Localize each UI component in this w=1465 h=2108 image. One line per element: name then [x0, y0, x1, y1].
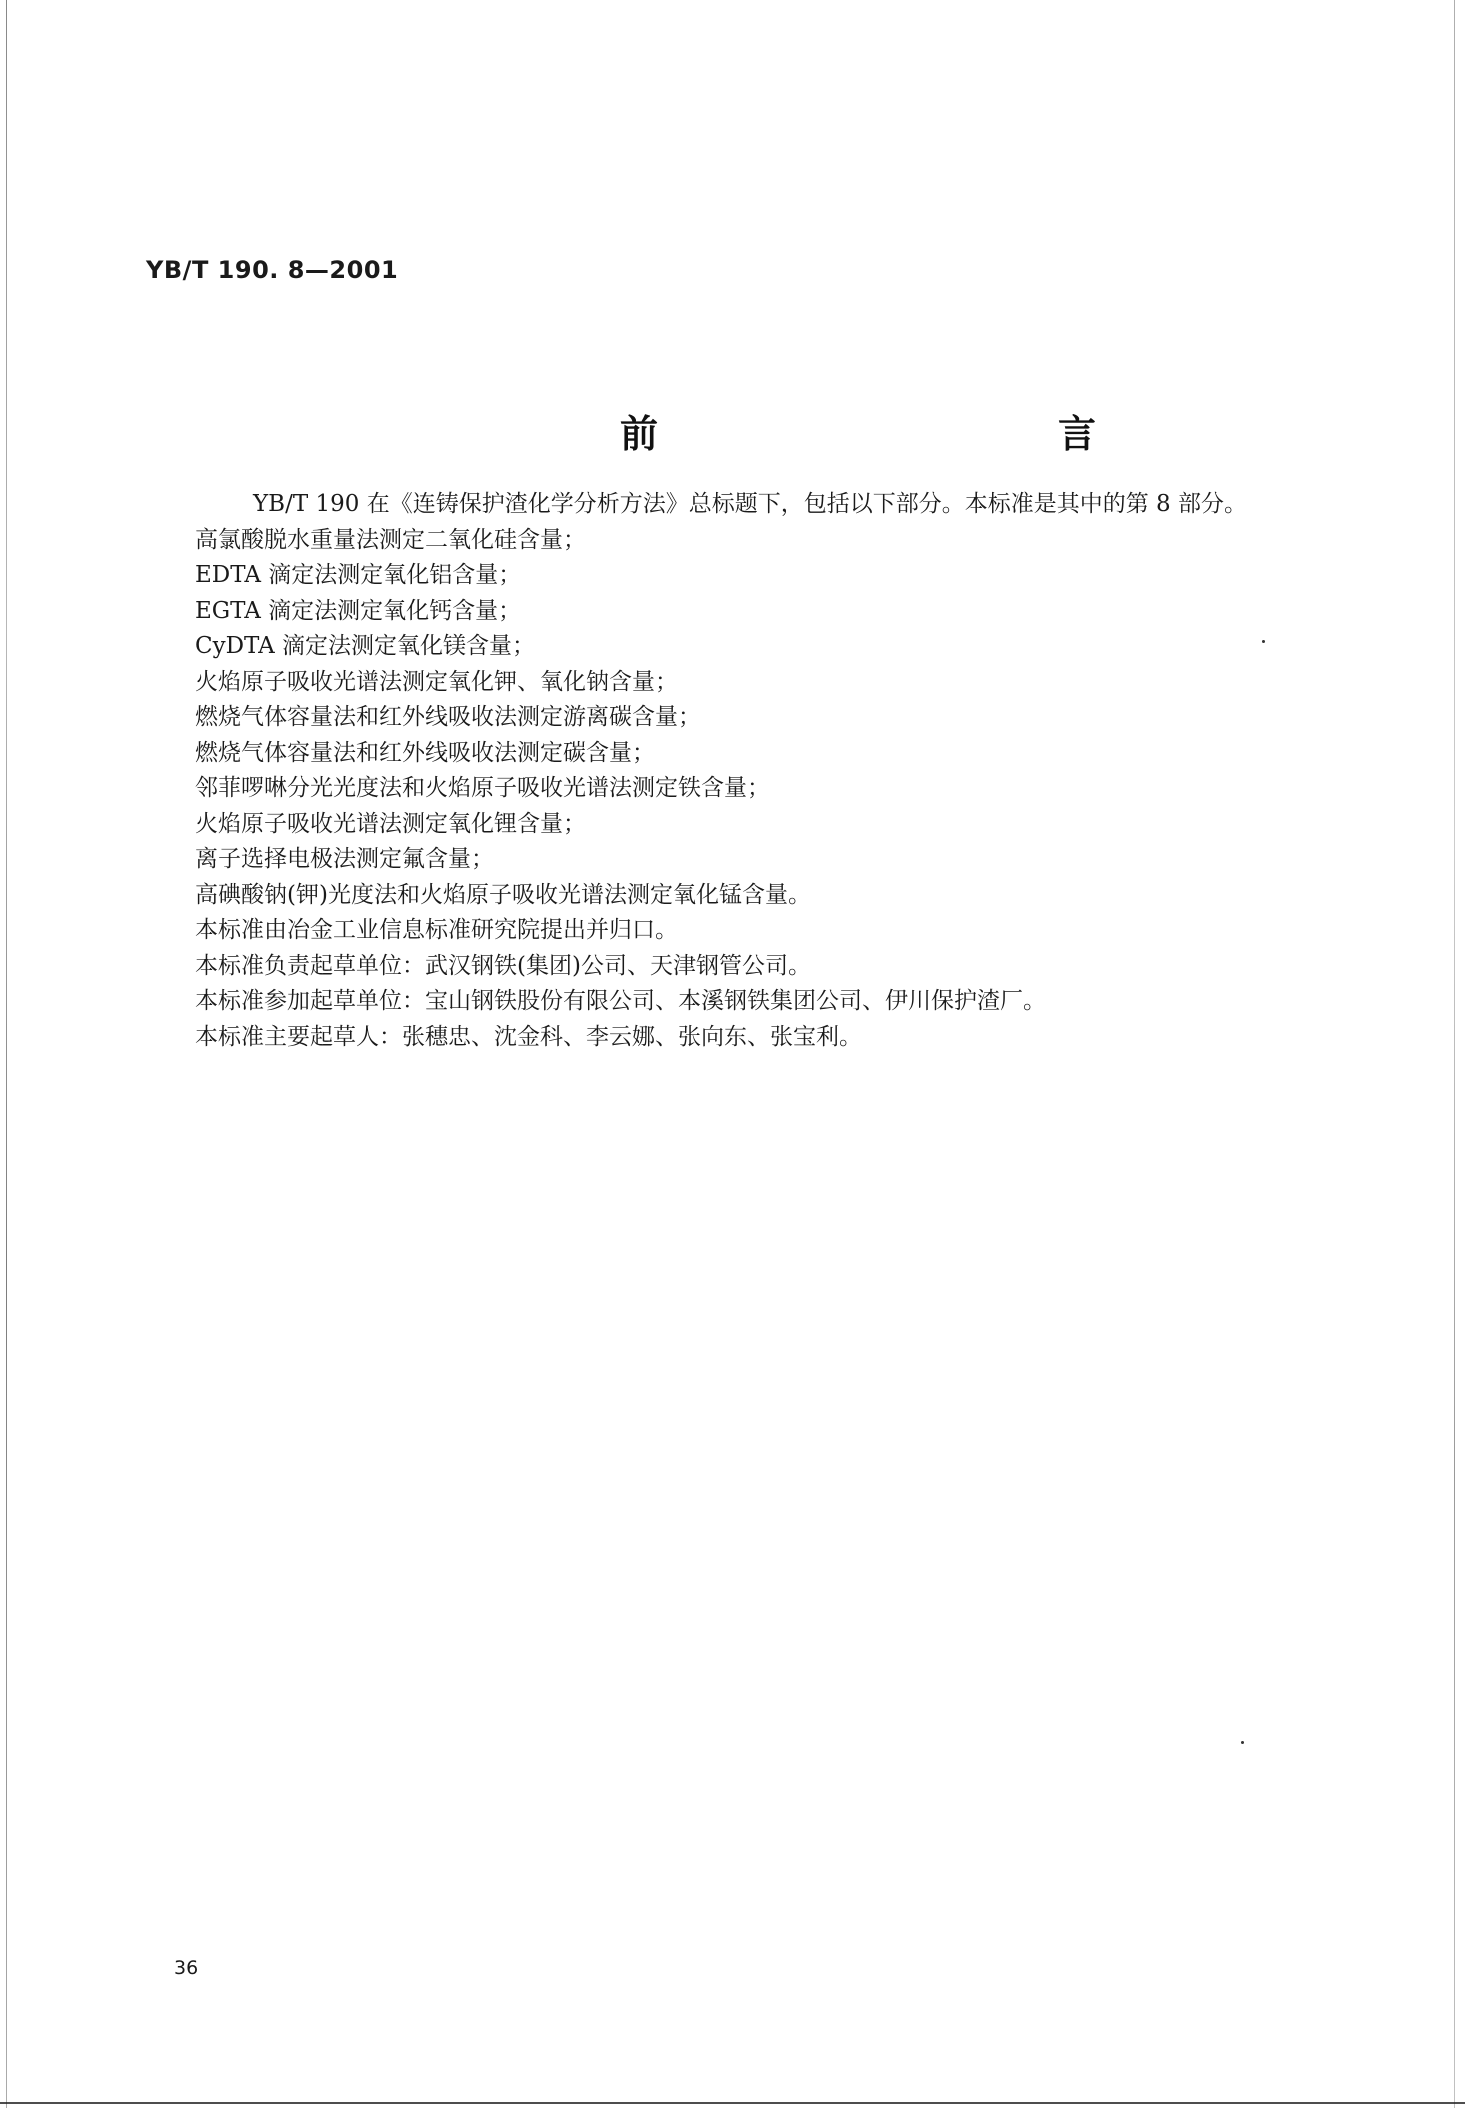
list-item: 高碘酸钠(钾)光度法和火焰原子吸收光谱法测定氧化锰含量。: [195, 881, 811, 908]
note-line: 本标准参加起草单位：宝山钢铁股份有限公司、本溪钢铁集团公司、伊川保护渣厂。: [195, 988, 1046, 1014]
page-title: 前 言: [620, 411, 1205, 456]
note-line: 本标准由冶金工业信息标准研究院提出并归口。: [195, 917, 678, 943]
scan-speck: [1241, 1741, 1244, 1744]
intro-paragraph: YB/T 190 在《连铸保护渣化学分析方法》总标题下，包括以下部分。本标准是其中的第 8 部分。: [253, 491, 1247, 517]
list-item: EGTA 滴定法测定氧化钙含量；: [195, 597, 522, 624]
list-item: 火焰原子吸收光谱法测定氧化锂含量；: [195, 810, 586, 837]
note-line: 本标准主要起草人：张穗忠、沈金科、李云娜、张向东、张宝利。: [195, 1023, 862, 1050]
list-item: 离子选择电极法测定氟含量；: [195, 846, 494, 872]
scan-edge-bottom: [0, 2102, 1465, 2104]
list-item: 燃烧气体容量法和红外线吸收法测定碳含量；: [195, 739, 655, 766]
document-code: YB/T 190. 8—2001: [146, 256, 399, 284]
page-number: 36: [174, 1957, 199, 1979]
note-line: 本标准负责起草单位：武汉钢铁(集团)公司、天津钢管公司。: [195, 952, 811, 979]
list-item: EDTA 滴定法测定氧化铝含量；: [195, 562, 522, 588]
scan-speck: [1262, 640, 1265, 643]
list-item: CyDTA 滴定法测定氧化镁含量；: [195, 633, 536, 659]
list-item: 高氯酸脱水重量法测定二氧化硅含量；: [195, 526, 586, 553]
list-item: 邻菲啰啉分光光度法和火焰原子吸收光谱法测定铁含量；: [195, 775, 770, 801]
list-item: 燃烧气体容量法和红外线吸收法测定游离碳含量；: [195, 704, 701, 730]
scan-edge-right: [1454, 0, 1455, 2108]
scan-edge-left: [6, 0, 7, 2108]
foreword-body: [195, 487, 1325, 1055]
list-item: 火焰原子吸收光谱法测定氧化钾、氧化钠含量；: [195, 668, 678, 695]
